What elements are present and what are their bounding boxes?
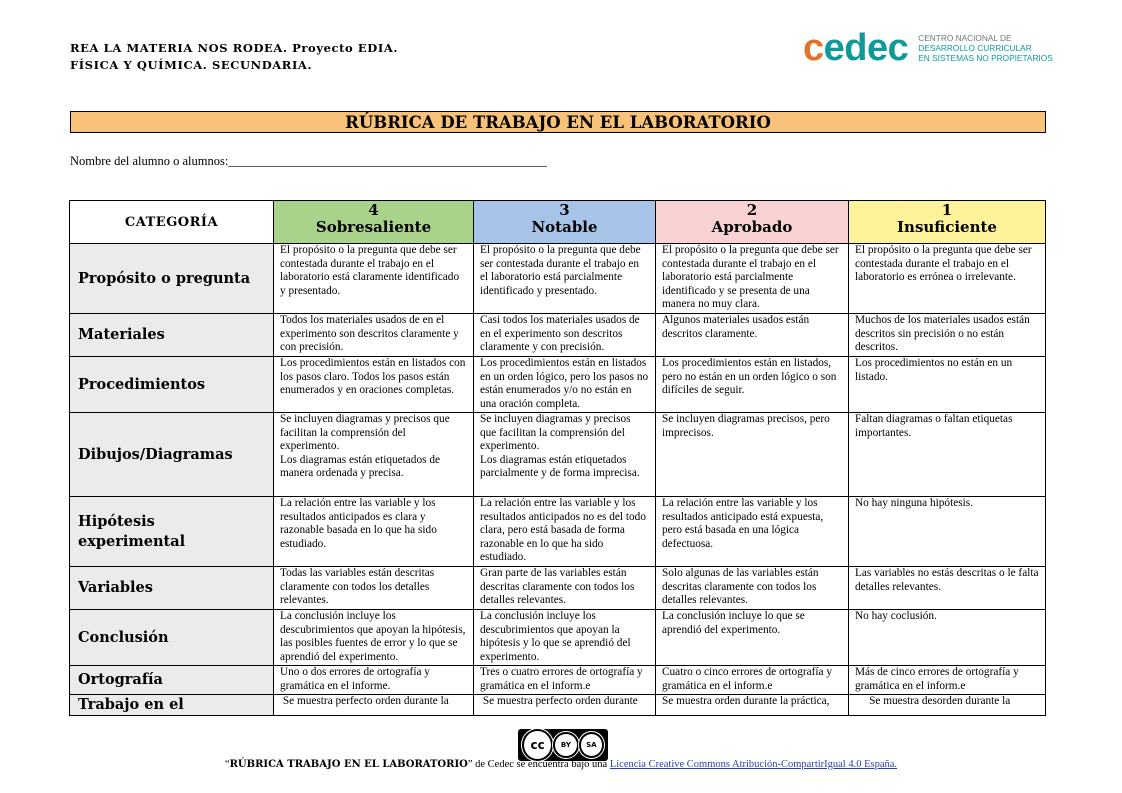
rubric-table	[69, 200, 1046, 716]
row-cell-1: No hay ninguna hipótesis.	[849, 497, 1046, 567]
row-cell-1: Se muestra desorden durante la	[849, 695, 1046, 716]
row-category: Propósito o pregunta	[70, 244, 274, 314]
row-cell-3: Gran parte de las variables están descritas claramente con todos los detalles relevantes.	[474, 567, 656, 610]
cc-license-badge	[518, 729, 608, 761]
row-cell-2: Algunos materiales usados están descritos claramente.	[656, 314, 849, 357]
row-cell-3: El propósito o la pregunta que debe ser contestada durante el trabajo en el laboratorio está parcialmente identificado y presentado.	[474, 244, 656, 314]
row-cell-3: Se muestra perfecto orden durante	[474, 695, 656, 716]
rubric-row-trabajo	[70, 695, 1046, 716]
row-cell-1: Las variables no estás descritas o le falta detalles relevantes.	[849, 567, 1046, 610]
row-cell-3: Casi todos los materiales usados de en el experimento son descritos claramente y con precisión.	[474, 314, 656, 357]
header-line-1: REA LA MATERIA NOS RODEA. Proyecto EDIA.	[70, 41, 398, 55]
student-name-line: Nombre del alumno o alumnos:___________________________________________________	[70, 154, 548, 168]
level-number: 3	[559, 201, 570, 219]
row-category: Hipótesis experimental	[70, 497, 274, 567]
row-cell-2: Cuatro o cinco errores de ortografía y gramática en el inform.e	[656, 666, 849, 695]
rubric-row-conclusion	[70, 610, 1046, 666]
rubric-row-procedimientos	[70, 357, 1046, 413]
row-cell-3: La relación entre las variable y los resultados anticipados no es del todo clara, pero está basada de forma razonable en lo que ha sido estudiado.	[474, 497, 656, 567]
level-header-4	[274, 201, 474, 244]
sa-icon: SA	[579, 732, 604, 758]
level-name: Insuficiente	[897, 218, 997, 236]
header-project	[70, 40, 398, 74]
row-cell-4: Todas las variables están descritas claramente con todos los detalles relevantes.	[274, 567, 474, 610]
row-cell-2: El propósito o la pregunta que debe ser contestada durante el trabajo en el laboratorio está parcialmente identificado y se presenta de una manera no muy clara.	[656, 244, 849, 314]
rubric-row-variables	[70, 567, 1046, 610]
row-category: Ortografía	[70, 666, 274, 695]
row-category: Procedimientos	[70, 357, 274, 413]
row-cell-4: El propósito o la pregunta que debe ser contestada durante el trabajo en el laboratorio está claramente identificado y presentado.	[274, 244, 474, 314]
row-cell-4: Los procedimientos están en listados con los pasos claro. Todos los pasos están enumerados y en oraciones completas.	[274, 357, 474, 413]
rubric-row-hipotesis	[70, 497, 1046, 567]
row-cell-4: Todos los materiales usados de en el experimento son descritos claramente y con precisión.	[274, 314, 474, 357]
footer-quote-close: ”	[467, 759, 473, 770]
level-number: 1	[941, 201, 953, 219]
logo-sub-line-3: EN SISTEMAS NO PROPIETARIOS	[918, 53, 1053, 63]
row-cell-3: Los procedimientos están en listados en un orden lógico, pero los pasos no están enumerados y/o no están en una oración completa.	[474, 357, 656, 413]
header-line-2: FÍSICA Y QUÍMICA. SECUNDARIA.	[70, 58, 313, 72]
row-cell-3: La conclusión incluye los descubrimientos que apoyan la hipótesis y lo que se aprendió del experimento.	[474, 610, 656, 666]
cedec-logo-subtitle	[918, 33, 1052, 63]
cedec-logo	[803, 28, 1053, 68]
footer-quote-open: “	[224, 759, 230, 770]
cc-icon: cc	[522, 729, 553, 761]
level-number: 2	[746, 201, 758, 219]
logo-sub-line-2: DESARROLLO CURRICULAR	[918, 43, 1032, 53]
row-cell-2: La conclusión incluye lo que se aprendió del experimento.	[656, 610, 849, 666]
row-cell-2: Los procedimientos están en listados, pero no están en un orden lógico o son difíciles de seguir.	[656, 357, 849, 413]
rubric-row-materiales	[70, 314, 1046, 357]
row-cell-1: Los procedimientos no están en un listado.	[849, 357, 1046, 413]
level-number: 4	[368, 201, 379, 219]
row-cell-4: La conclusión incluye los descubrimientos que apoyan la hipótesis, las posibles fuentes de error y lo que se aprendió del experimento.	[274, 610, 474, 666]
row-cell-1: No hay coclusión.	[849, 610, 1046, 666]
row-cell-2: Se incluyen diagramas precisos, pero imprecisos.	[656, 413, 849, 497]
level-name: Sobresaliente	[315, 218, 432, 236]
license-link[interactable]: Licencia Creative Commons Atribución-CompartirIgual 4.0 España.	[609, 759, 898, 770]
row-category: Variables	[70, 567, 274, 610]
rubric-row-proposito	[70, 244, 1046, 314]
row-cell-1: Muchos de los materiales usados están descritos sin precisión o no están descritos.	[849, 314, 1046, 357]
level-header-1	[849, 201, 1046, 244]
by-icon: BY	[553, 732, 578, 758]
level-header-3	[474, 201, 656, 244]
level-header-2	[656, 201, 849, 244]
level-name: Notable	[531, 218, 598, 236]
footer-doc-title: RÚBRICA TRABAJO EN EL LABORATORIO	[229, 759, 468, 770]
row-category: Trabajo en el	[70, 695, 274, 716]
row-cell-2: La relación entre las variable y los resultados anticipado está expuesta, pero está basada en una lógica defectuosa.	[656, 497, 849, 567]
logo-letter-c: c	[803, 27, 824, 69]
row-cell-2: Se muestra orden durante la práctica,	[656, 695, 849, 716]
footer-middle-text: de Cedec se encuentra bajo una	[472, 759, 610, 770]
row-cell-1: Faltan diagramas o faltan etiquetas importantes.	[849, 413, 1046, 497]
rubric-row-ortografia	[70, 666, 1046, 695]
row-cell-1: Más de cinco errores de ortografía y gramática en el inform.e	[849, 666, 1046, 695]
row-cell-4: Se muestra perfecto orden durante la	[274, 695, 474, 716]
row-category: Dibujos/Diagramas	[70, 413, 274, 497]
license-footer	[0, 759, 1122, 770]
row-cell-4: Se incluyen diagramas y precisos que facilitan la comprensión del experimento. Los diagramas están etiquetados de manera ordenada y precisa.	[274, 413, 474, 497]
cedec-logo-word	[803, 28, 908, 68]
row-category: Materiales	[70, 314, 274, 357]
row-cell-3: Tres o cuatro errores de ortografía y gramática en el inform.e	[474, 666, 656, 695]
logo-sub-line-1: CENTRO NACIONAL DE	[918, 33, 1012, 43]
row-cell-4: Uno o dos errores de ortografía y gramática en el informe.	[274, 666, 474, 695]
category-header: CATEGORÍA	[70, 201, 274, 244]
row-cell-2: Solo algunas de las variables están descritas claramente con todos los detalles relevantes.	[656, 567, 849, 610]
row-category: Conclusión	[70, 610, 274, 666]
rubric-header-row	[70, 201, 1046, 244]
row-cell-1: El propósito o la pregunta que debe ser contestada durante el trabajo en el laboratorio es errónea o irrelevante.	[849, 244, 1046, 314]
logo-letters: edec	[823, 27, 909, 69]
level-name: Aprobado	[711, 218, 793, 236]
row-cell-3: Se incluyen diagramas y precisos que facilitan la comprensión del experimento. Los diagramas están etiquetados parcialmente y de forma imprecisa.	[474, 413, 656, 497]
page-title: RÚBRICA DE TRABAJO EN EL LABORATORIO	[70, 111, 1046, 133]
rubric-row-dibujos	[70, 413, 1046, 497]
row-cell-4: La relación entre las variable y los resultados anticipados es clara y razonable basada en lo que ha sido estudiado.	[274, 497, 474, 567]
